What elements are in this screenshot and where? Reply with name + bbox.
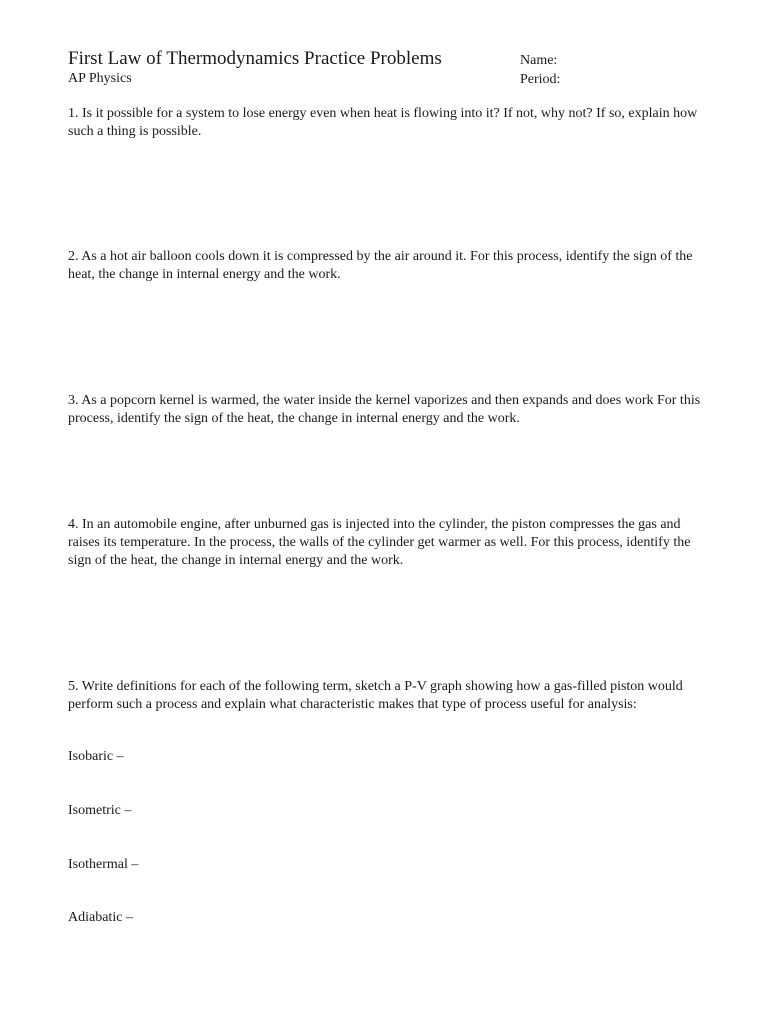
term-isometric: Isometric –	[68, 803, 132, 818]
term-isobaric: Isobaric –	[68, 749, 124, 764]
course-subtitle: AP Physics	[68, 71, 132, 86]
question-5: 5. Write definitions for each of the following term, sketch a P-V graph showing how a gas-filled piston would perform such a process and explain what characteristic makes that type of process useful for analysis:	[68, 679, 683, 712]
term-adiabatic: Adiabatic –	[68, 910, 133, 925]
term-isothermal: Isothermal –	[68, 857, 139, 872]
period-label: Period:	[520, 72, 561, 87]
name-label: Name:	[520, 53, 558, 68]
question-3: 3. As a popcorn kernel is warmed, the water inside the kernel vaporizes and then expands and does work For this process, identify the sign of the heat, the change in internal energy and the work.	[68, 393, 701, 426]
question-2: 2. As a hot air balloon cools down it is compressed by the air around it. For this process, identify the sign of the heat, the change in internal energy and the work.	[68, 249, 693, 282]
question-4: 4. In an automobile engine, after unburned gas is injected into the cylinder, the piston compresses the gas and raises its temperature. In the process, the walls of the cylinder get warmer as well. For this process, identify the sign of the heat, the change in internal energy and the work.	[68, 517, 691, 568]
question-1: 1. Is it possible for a system to lose energy even when heat is flowing into it? If not, why not? If so, explain how such a thing is possible.	[68, 106, 698, 139]
worksheet-title: First Law of Thermodynamics Practice Problems	[68, 48, 442, 69]
